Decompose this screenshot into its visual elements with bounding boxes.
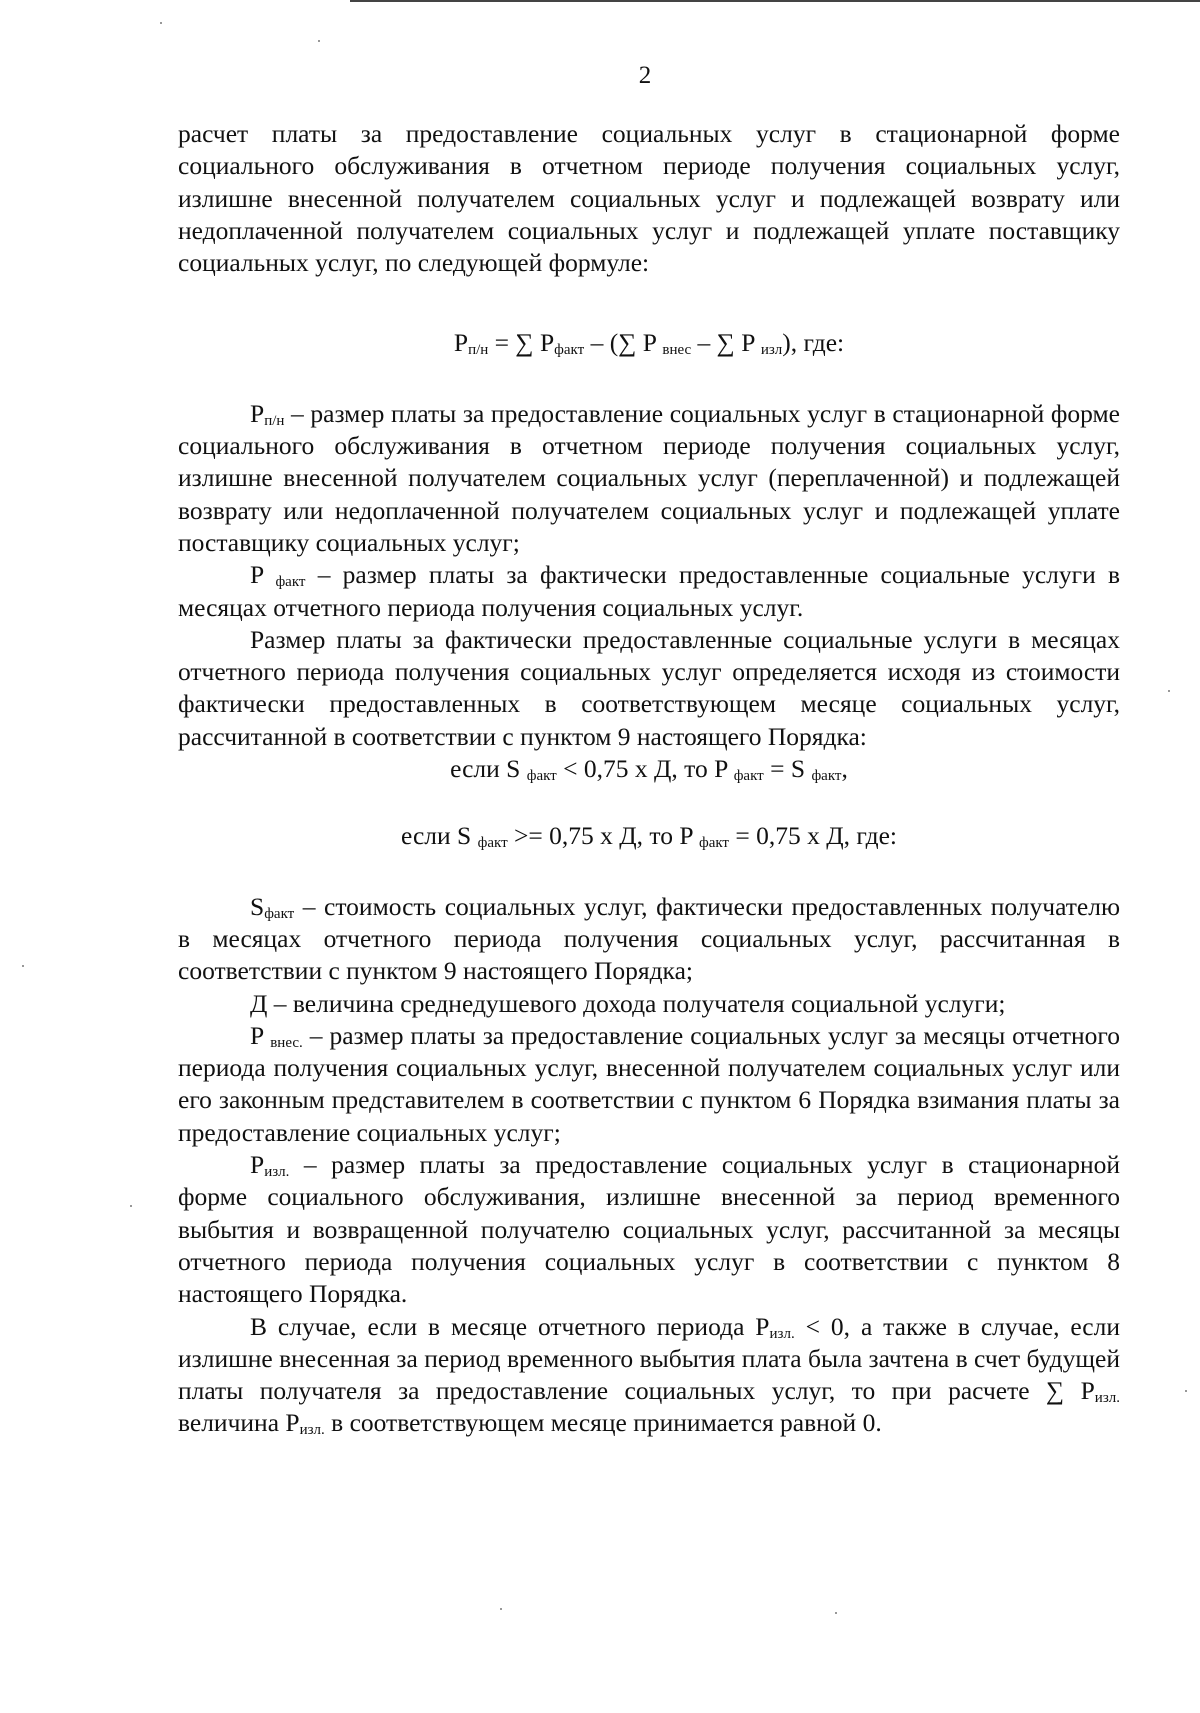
definition-text: – размер платы за предоставление социальных услуг в стационарной форме социального обслуживания в отчетном периоде получения социальных услуг, излишне внесенной получателем социальных услуг (переплаченной) и подлежащей возврату или недоплаченной получателем социальных услуг и подлежащей уплате поставщику социальных услуг; [178, 398, 1120, 557]
symbol-subscript: п/н [264, 412, 285, 429]
paragraph-text: < 0, а также в случае, если излишне внесенная за период временного выбытия плата была зачтена в счет будущей платы получателя за предоставление социальных услуг, то при расчете ∑ P [178, 1311, 1121, 1406]
formula-subscript: изл [760, 342, 783, 359]
formula-term: , [841, 754, 848, 784]
formula-term: если S [401, 821, 478, 851]
symbol-subscript: изл. [264, 1164, 290, 1181]
scan-speck [1168, 690, 1170, 692]
paragraph-text: величина P [178, 1408, 300, 1438]
scan-speck [500, 1608, 502, 1610]
definition-text: – размер платы за предоставление социальных услуг за месяцы отчетного периода получения социальных услуг, внесенной получателем социальных услуг или его законным представителем в соответствии с пунктом 6 Порядка взимания платы за предоставление социальных услуг; [178, 1020, 1120, 1147]
symbol-subscript: изл. [769, 1325, 795, 1342]
definition-p-vnes [178, 1020, 1120, 1149]
formula-subscript: факт [733, 768, 764, 785]
symbol-subscript: факт [264, 905, 295, 922]
formula-term: – ∑ P [691, 328, 761, 358]
formula-subscript: факт [698, 835, 729, 852]
formula-term: = S [763, 754, 812, 784]
definition-p-izl [178, 1149, 1120, 1310]
formula-subscript: внес [662, 342, 692, 359]
scan-speck [835, 1612, 837, 1614]
formula-term: – (∑ P [584, 328, 663, 358]
scan-speck [318, 40, 320, 42]
scan-speck [160, 22, 162, 24]
formula-term: < 0,75 х Д, то P [556, 754, 734, 784]
symbol-subscript: изл. [299, 1422, 325, 1439]
formula-subscript: факт [811, 768, 842, 785]
formula-term: >= 0,75 х Д, то P [507, 821, 699, 851]
symbol: S [250, 891, 265, 921]
definition-p-fakt [178, 559, 1120, 624]
definition-d: Д – величина среднедушевого дохода получателя социальной услуги; [250, 988, 1006, 1018]
intro-paragraph: расчет платы за предоставление социальных услуг в стационарной форме социального обслуживания в отчетном периоде получения социальных услуг, излишне внесенной получателем социальных услуг и подлежащей возврату или недоплаченной получателем социальных услуг и подлежащей уплате поставщику социальных услуг, по следующей формуле: [178, 119, 1120, 278]
size-paragraph: Размер платы за фактически предоставленные социальные услуги в месяцах отчетного периода получения социальных услуг определяется исходя из стоимости фактически предоставленных в соответствующем месяце социальных услуг, рассчитанной в соответствии с пунктом 9 настоящего Порядка: [178, 624, 1120, 751]
scan-speck [22, 965, 24, 967]
formula-where: , где: [790, 328, 845, 358]
definition-p-pn [178, 398, 1120, 559]
definition-text: – стоимость социальных услуг, фактически предоставленных получателю в месяцах отчетного периода получения социальных услуг, рассчитанная в соответствии с пунктом 9 настоящего Порядка; [178, 891, 1120, 986]
scan-speck [1185, 1390, 1187, 1392]
symbol: P [250, 1020, 271, 1050]
formula-term: если S [450, 754, 527, 784]
page-number: 2 [638, 62, 652, 89]
formula-subscript: факт [526, 768, 557, 785]
top-rule [350, 0, 1200, 2]
final-paragraph [178, 1311, 1120, 1440]
main-formula [178, 327, 1120, 359]
symbol: P [250, 1150, 265, 1180]
formula-term: = 0,75 х Д, где: [729, 821, 897, 851]
formula-subscript: п/н [468, 342, 489, 359]
symbol-subscript: внес. [270, 1034, 303, 1051]
symbol-subscript: факт [275, 574, 306, 591]
definition-text: – размер платы за предоставление социальных услуг в стационарной форме социального обслуживания, излишне внесенной за период временного выбытия и возвращенной получателю социальных услуг, рассчитанной за месяцы отчетного периода получения социальных услуг в соответствии с пунктом 8 настоящего Порядка. [178, 1150, 1120, 1309]
scan-speck [130, 1205, 132, 1207]
definition-s-fakt [178, 891, 1120, 988]
formula-term: = ∑ P [488, 328, 555, 358]
condition-formula-2 [178, 820, 1120, 852]
condition-formula-1 [178, 753, 1120, 785]
formula-term: ) [782, 328, 791, 358]
formula-subscript: факт [477, 835, 508, 852]
document-body [178, 118, 1120, 1440]
formula-term: P [453, 328, 469, 358]
symbol-subscript: изл. [1094, 1390, 1120, 1407]
paragraph-text: В случае, если в месяце отчетного периода P [250, 1311, 770, 1341]
symbol: P [250, 398, 265, 428]
paragraph-text: в соответствующем месяце принимается равной 0. [324, 1408, 882, 1438]
symbol: P [250, 560, 276, 590]
definition-text: – размер платы за фактически предоставленные социальные услуги в месяцах отчетного периода получения социальных услуг. [178, 560, 1120, 622]
formula-subscript: факт [554, 342, 585, 359]
